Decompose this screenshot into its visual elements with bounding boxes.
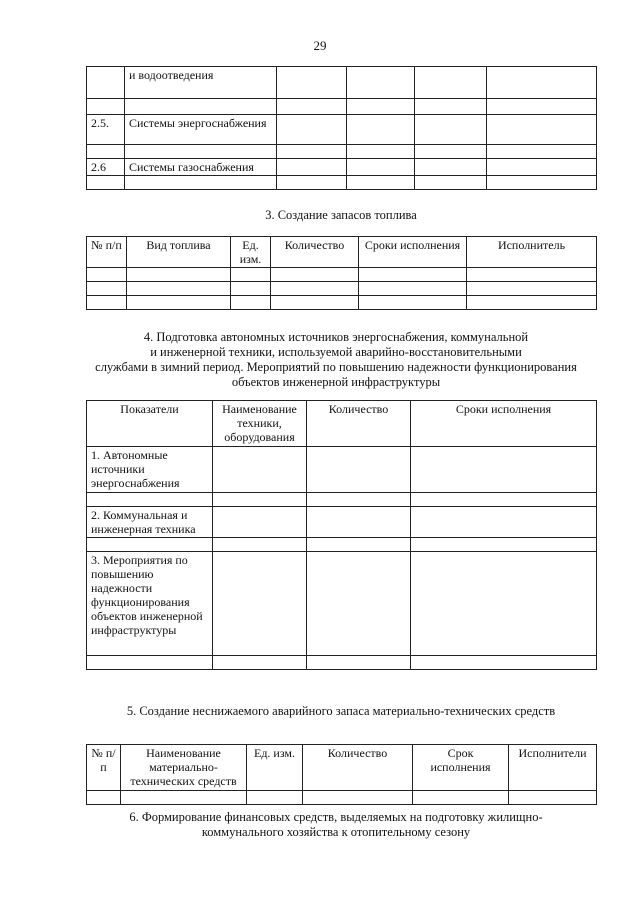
header-num: № п/п [87,745,121,791]
header-equipment: Наименование техники, оборудования [213,401,307,447]
table-section-5 [86,744,597,805]
header-material-name: Наименование материально-технических средств [121,745,247,791]
row-indicator: 2. Коммунальная и инженерная техника [87,507,213,538]
row-name: Системы газоснабжения [125,159,277,176]
header-quantity: Количество [303,745,413,791]
table-row [87,296,597,310]
header-num: № п/п [87,237,127,268]
row-indicator: 1. Автономные источники энергоснабжения [87,447,213,493]
table-header-row [87,237,597,268]
table-row [87,656,597,670]
table-row [87,538,597,552]
table-header-row [87,745,597,791]
row-name: Системы энергоснабжения [125,115,277,145]
header-deadline: Сроки исполнения [411,401,597,447]
table-row [87,67,597,99]
table-row [87,99,597,115]
header-unit: Ед. изм. [231,237,271,268]
table-row [87,282,597,296]
header-indicators: Показатели [87,401,213,447]
table-section-3 [86,236,597,310]
header-fuel-type: Вид топлива [127,237,231,268]
section-3-title: 3. Создание запасов топлива [265,208,417,222]
table-row [87,447,597,493]
table-row [87,507,597,538]
header-executor: Исполнитель [467,237,597,268]
table-row [87,115,597,145]
table-row [87,159,597,176]
header-deadline: Срок исполнения [413,745,509,791]
header-unit: Ед. изм. [247,745,303,791]
header-executors: Исполнители [509,745,597,791]
section-6-title: 6. Формирование финансовых средств, выделяемых на подготовку жилищно- коммунального хозяйства к отопительному сезону [129,810,543,839]
table-row [87,791,597,805]
section-5-title: 5. Создание неснижаемого аварийного запаса материально-технических средств [126,704,556,718]
header-quantity: Количество [271,237,359,268]
row-name: и водоотведения [125,67,277,99]
table-header-row [87,401,597,447]
table-section-4 [86,400,597,670]
row-number: 2.5. [87,115,125,145]
header-deadline: Сроки исполнения [359,237,467,268]
table-row [87,268,597,282]
table-row [87,493,597,507]
row-number: 2.6 [87,159,125,176]
row-indicator: 3. Мероприятия по повышению надежности функционирования объектов инженерной инфраструктуры [87,552,213,656]
table-row [87,552,597,656]
table-section-2 [86,66,597,190]
table-row [87,145,597,159]
header-quantity: Количество [307,401,411,447]
section-4-title: 4. Подготовка автономных источников энергоснабжения, коммунальной и инженерной техники, используемой аварийно-восстановительными службами в зимний период. Мероприятий по повышению надежности функционирования объектов инженерной инфраструктуры [95,330,577,389]
page-number: 29 [313,38,327,53]
table-row [87,176,597,190]
